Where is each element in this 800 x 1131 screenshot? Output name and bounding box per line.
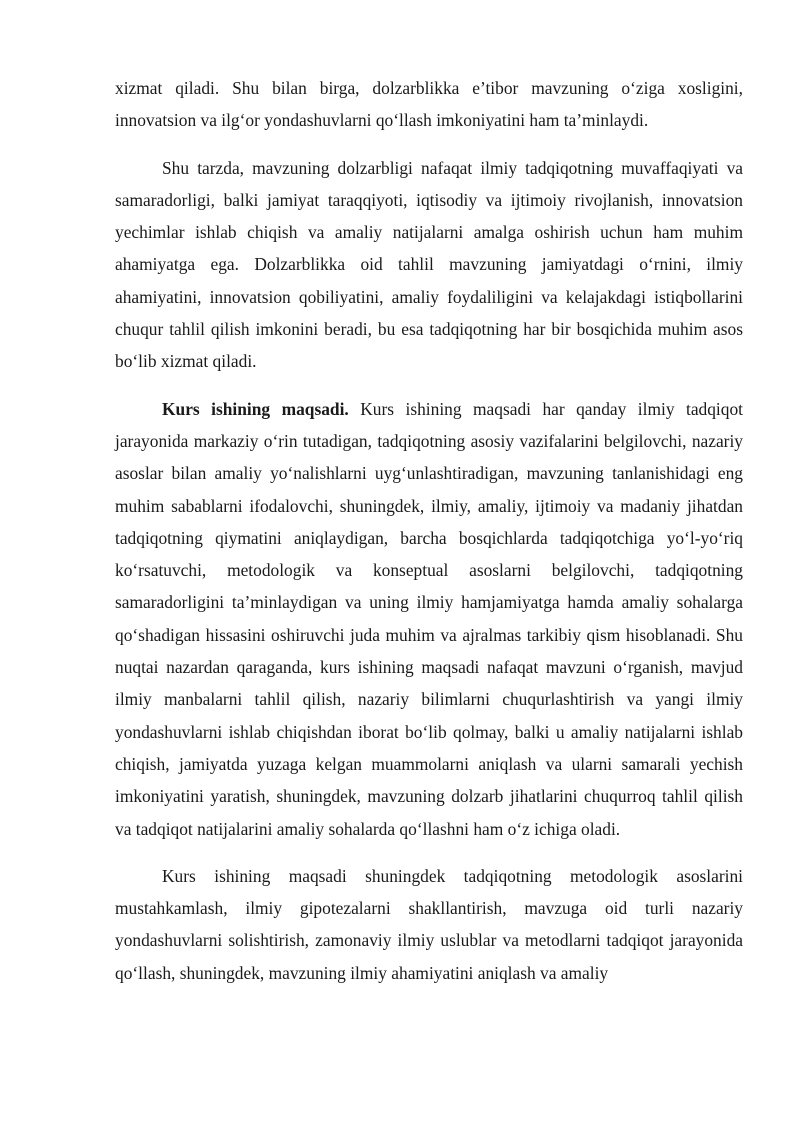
paragraph-text: Kurs ishining maqsadi har qanday ilmiy tadqiqot jarayonida markaziy o‘rin tutadigan, tadqiqotning asosiy vazifalarini belgilovchi, nazariy asoslar bilan amaliy yo‘nalishlarni uyg‘unlashtiradigan, mavzuning tanlanishidagi eng muhim sabablarni ifodalovchi, shuningdek, ilmiy, amaliy, ijtimoiy va madaniy jihatdan tadqiqotning qiymatini aniqlaydigan, barcha bosqichlarda tadqiqotchiga yo‘l-yo‘riq ko‘rsatuvchi, metodologik va konseptual asoslarni belgilovchi, tadqiqotning samaradorligini ta’minlaydigan va uning ilmiy hamjamiyatga hamda amaliy sohalarga qo‘shadigan hissasini oshiruvchi juda muhim va ajralmas tarkibiy qism hisoblanadi. Shu nuqtai nazardan qaraganda, kurs ishining maqsadi nafaqat mavzuni o‘rganish, mavjud ilmiy manbalarni tahlil qilish, nazariy bilimlarni chuqurlashtirish va yangi ilmiy yondashuvlarni ishlab chiqishdan iborat bo‘lib qolmay, balki u amaliy natijalarni ishlab chiqish, jamiyatda yuzaga kelgan muammolarni aniqlash va ularni samarali yechish imkoniyatini yaratish, shuningdek, mavzuning dolzarb jihatlarini chuqurroq tahlil qilish va tadqiqot natijalarini amaliy sohalarda qo‘llashni ham o‘z ichiga oladi.	[115, 398, 743, 839]
paragraph-text: Shu tarzda, mavzuning dolzarbligi nafaqat ilmiy tadqiqotning muvaffaqiyati va samaradorligi, balki jamiyat taraqqiyoti, iqtisodiy va ijtimoiy rivojlanish, innovatsion yechimlar ishlab chiqish va amaliy natijalarni amalga oshirish uchun ham muhim ahamiyatga ega. Dolzarblikka oid tahlil mavzuning jamiyatdagi o‘rnini, ilmiy ahamiyatini, innovatsion qobiliyatini, amaliy foydaliligini va kelajakdagi istiqbollarini chuqur tahlil qilish imkonini beradi, bu esa tadqiqotning har bir bosqichida muhim asos bo‘lib xizmat qiladi.	[115, 157, 743, 372]
paragraph-text: Kurs ishining maqsadi shuningdek tadqiqotning metodologik asoslarini mustahkamlash, ilmiy gipotezalarni shakllantirish, mavzuga oid turli nazariy yondashuvlarni solishtirish, zamonaviy ilmiy uslublar va metodlarni tadqiqot jarayonida qo‘llash, shuningdek, mavzuning ilmiy ahamiyatini aniqlash va amaliy	[115, 865, 743, 983]
paragraph-relevance	[115, 152, 743, 378]
paragraph-course-goal	[115, 393, 743, 845]
section-heading: Kurs ishining maqsadi.	[162, 398, 349, 419]
document-body	[115, 72, 743, 989]
paragraph-continuation	[115, 72, 743, 137]
paragraph-course-goal-continued	[115, 860, 743, 989]
paragraph-text: xizmat qiladi. Shu bilan birga, dolzarblikka e’tibor mavzuning o‘ziga xosligini, innovatsion va ilg‘or yondashuvlarni qo‘llash imkoniyatini ham ta’minlaydi.	[115, 78, 743, 131]
